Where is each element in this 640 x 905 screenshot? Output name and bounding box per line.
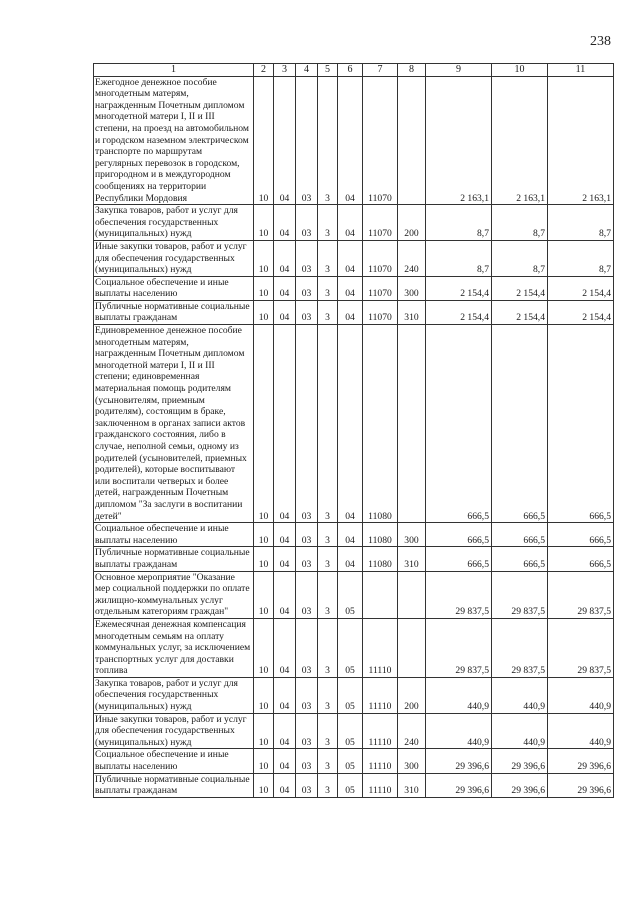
code-cell: 04 [274, 325, 296, 523]
col-header: 1 [94, 64, 254, 77]
code-cell: 04 [274, 618, 296, 677]
amount-cell: 29 396,6 [492, 749, 548, 773]
table-row [94, 571, 614, 618]
code-cell: 05 [338, 749, 363, 773]
amount-cell: 29 837,5 [426, 618, 492, 677]
code-cell: 11070 [363, 300, 398, 324]
table-row [94, 276, 614, 300]
code-cell: 300 [398, 749, 426, 773]
code-cell: 05 [338, 677, 363, 713]
col-header: 7 [363, 64, 398, 77]
amount-cell: 2 154,4 [548, 300, 614, 324]
code-cell [398, 618, 426, 677]
code-cell: 10 [254, 205, 274, 241]
code-cell: 11070 [363, 205, 398, 241]
col-header: 6 [338, 64, 363, 77]
code-cell: 03 [296, 773, 318, 797]
code-cell: 10 [254, 240, 274, 276]
code-cell: 10 [254, 749, 274, 773]
code-cell: 3 [318, 713, 338, 749]
code-cell: 3 [318, 749, 338, 773]
table-row [94, 547, 614, 571]
table-row [94, 618, 614, 677]
code-cell: 04 [338, 240, 363, 276]
row-name: Единовременное денежное пособие многодетным матерям, награжденным Почетным дипломом многодетной матери I, II и III степени; единовременная материальная помощь родителям (усыновителям, приемным родителям), состоящим в браке, заключенном в органах записи актов гражданского состояния, либо в случае, неполной семьи, одному из родителей (усыновителей, приемных родителей), которые воспитывают или воспитали четверых и более детей, награжденным Почетным дипломом "За заслуги в воспитании детей" [94, 325, 254, 523]
amount-cell: 29 837,5 [426, 571, 492, 618]
code-cell: 03 [296, 276, 318, 300]
code-cell: 04 [338, 300, 363, 324]
code-cell: 10 [254, 677, 274, 713]
col-header: 8 [398, 64, 426, 77]
code-cell: 310 [398, 300, 426, 324]
amount-cell: 2 154,4 [492, 300, 548, 324]
header-row [94, 64, 614, 77]
table-row [94, 773, 614, 797]
table-row [94, 300, 614, 324]
amount-cell: 666,5 [548, 523, 614, 547]
code-cell: 11110 [363, 749, 398, 773]
code-cell: 03 [296, 749, 318, 773]
row-name: Закупка товаров, работ и услуг для обеспечения государственных (муниципальных) нужд [94, 205, 254, 241]
amount-cell: 666,5 [548, 547, 614, 571]
code-cell: 3 [318, 205, 338, 241]
row-name: Ежемесячная денежная компенсация многодетным семьям на оплату коммунальных услуг, за исключением транспортных услуг для доставки топлива [94, 618, 254, 677]
row-name: Закупка товаров, работ и услуг для обеспечения государственных (муниципальных) нужд [94, 677, 254, 713]
code-cell: 04 [338, 325, 363, 523]
code-cell: 3 [318, 240, 338, 276]
code-cell: 03 [296, 618, 318, 677]
code-cell [398, 325, 426, 523]
code-cell: 05 [338, 713, 363, 749]
amount-cell: 666,5 [548, 325, 614, 523]
amount-cell: 8,7 [492, 205, 548, 241]
code-cell: 240 [398, 240, 426, 276]
code-cell: 04 [274, 547, 296, 571]
amount-cell: 2 154,4 [426, 300, 492, 324]
amount-cell: 8,7 [492, 240, 548, 276]
code-cell: 04 [274, 523, 296, 547]
amount-cell: 2 154,4 [426, 276, 492, 300]
row-name: Иные закупки товаров, работ и услуг для обеспечения государственных (муниципальных) нужд [94, 240, 254, 276]
amount-cell: 666,5 [492, 547, 548, 571]
code-cell: 03 [296, 713, 318, 749]
code-cell: 11110 [363, 677, 398, 713]
amount-cell: 2 163,1 [426, 76, 492, 205]
row-name: Социальное обеспечение и иные выплаты населению [94, 523, 254, 547]
code-cell: 10 [254, 76, 274, 205]
code-cell: 11070 [363, 276, 398, 300]
table-row [94, 677, 614, 713]
amount-cell: 666,5 [426, 547, 492, 571]
col-header: 4 [296, 64, 318, 77]
code-cell: 11080 [363, 325, 398, 523]
code-cell: 11110 [363, 713, 398, 749]
amount-cell: 29 837,5 [492, 571, 548, 618]
amount-cell: 29 396,6 [548, 773, 614, 797]
amount-cell: 29 837,5 [548, 618, 614, 677]
code-cell: 300 [398, 276, 426, 300]
code-cell: 11070 [363, 76, 398, 205]
amount-cell: 2 154,4 [548, 276, 614, 300]
code-cell: 04 [274, 713, 296, 749]
code-cell: 03 [296, 300, 318, 324]
table-row [94, 325, 614, 523]
code-cell: 03 [296, 325, 318, 523]
amount-cell: 8,7 [548, 240, 614, 276]
code-cell: 05 [338, 773, 363, 797]
code-cell: 04 [338, 76, 363, 205]
amount-cell: 29 396,6 [492, 773, 548, 797]
table-row [94, 240, 614, 276]
col-header: 3 [274, 64, 296, 77]
code-cell: 10 [254, 276, 274, 300]
table-row [94, 749, 614, 773]
amount-cell: 440,9 [492, 677, 548, 713]
code-cell: 04 [338, 205, 363, 241]
code-cell: 04 [274, 76, 296, 205]
amount-cell: 440,9 [426, 677, 492, 713]
code-cell: 3 [318, 547, 338, 571]
amount-cell: 440,9 [548, 677, 614, 713]
code-cell: 10 [254, 618, 274, 677]
col-header: 10 [492, 64, 548, 77]
amount-cell: 29 396,6 [548, 749, 614, 773]
code-cell: 11080 [363, 523, 398, 547]
code-cell: 10 [254, 571, 274, 618]
code-cell: 04 [274, 205, 296, 241]
amount-cell: 440,9 [492, 713, 548, 749]
table-row [94, 713, 614, 749]
row-name: Публичные нормативные социальные выплаты гражданам [94, 547, 254, 571]
code-cell: 3 [318, 523, 338, 547]
code-cell: 11080 [363, 547, 398, 571]
col-header: 5 [318, 64, 338, 77]
code-cell: 240 [398, 713, 426, 749]
code-cell: 03 [296, 205, 318, 241]
code-cell: 05 [338, 571, 363, 618]
amount-cell: 666,5 [492, 325, 548, 523]
code-cell: 10 [254, 325, 274, 523]
code-cell: 04 [274, 677, 296, 713]
code-cell: 11110 [363, 618, 398, 677]
code-cell: 04 [274, 240, 296, 276]
code-cell: 310 [398, 547, 426, 571]
code-cell: 04 [274, 300, 296, 324]
code-cell: 310 [398, 773, 426, 797]
table-row [94, 205, 614, 241]
code-cell: 05 [338, 618, 363, 677]
code-cell: 200 [398, 677, 426, 713]
code-cell: 04 [274, 276, 296, 300]
amount-cell: 440,9 [548, 713, 614, 749]
col-header: 11 [548, 64, 614, 77]
code-cell: 200 [398, 205, 426, 241]
code-cell: 04 [274, 773, 296, 797]
code-cell: 300 [398, 523, 426, 547]
code-cell: 04 [274, 571, 296, 618]
col-header: 2 [254, 64, 274, 77]
code-cell: 3 [318, 300, 338, 324]
table-row [94, 76, 614, 205]
code-cell: 3 [318, 325, 338, 523]
code-cell [398, 76, 426, 205]
page-number: 238 [590, 34, 611, 49]
code-cell [363, 571, 398, 618]
code-cell: 3 [318, 571, 338, 618]
code-cell: 04 [338, 523, 363, 547]
budget-table [93, 63, 614, 798]
table-body [94, 76, 614, 797]
code-cell: 3 [318, 677, 338, 713]
code-cell: 10 [254, 523, 274, 547]
code-cell: 03 [296, 523, 318, 547]
code-cell: 10 [254, 547, 274, 571]
code-cell: 03 [296, 677, 318, 713]
row-name: Социальное обеспечение и иные выплаты населению [94, 276, 254, 300]
code-cell: 04 [338, 547, 363, 571]
code-cell [398, 571, 426, 618]
amount-cell: 666,5 [426, 523, 492, 547]
amount-cell: 8,7 [426, 205, 492, 241]
row-name: Ежегодное денежное пособие многодетным матерям, награжденным Почетным дипломом многодетной матери I, II и III степени, на проезд на автомобильном и городском наземном электрическом транспорте по маршрутам регулярных перевозок в городском, пригородном и в междугородном сообщениях на территории Республики Мордовия [94, 76, 254, 205]
amount-cell: 8,7 [548, 205, 614, 241]
code-cell: 10 [254, 300, 274, 324]
amount-cell: 2 163,1 [548, 76, 614, 205]
amount-cell: 29 837,5 [548, 571, 614, 618]
code-cell: 03 [296, 76, 318, 205]
amount-cell: 29 396,6 [426, 773, 492, 797]
code-cell: 11110 [363, 773, 398, 797]
table-row [94, 523, 614, 547]
code-cell: 03 [296, 571, 318, 618]
code-cell: 3 [318, 276, 338, 300]
amount-cell: 29 396,6 [426, 749, 492, 773]
code-cell: 10 [254, 773, 274, 797]
amount-cell: 2 163,1 [492, 76, 548, 205]
amount-cell: 666,5 [426, 325, 492, 523]
amount-cell: 440,9 [426, 713, 492, 749]
code-cell: 10 [254, 713, 274, 749]
code-cell: 3 [318, 76, 338, 205]
row-name: Основное мероприятие "Оказание мер социальной поддержки по оплате жилищно-коммунальных услуг отдельным категориям граждан" [94, 571, 254, 618]
row-name: Публичные нормативные социальные выплаты гражданам [94, 773, 254, 797]
amount-cell: 2 154,4 [492, 276, 548, 300]
code-cell: 3 [318, 773, 338, 797]
col-header: 9 [426, 64, 492, 77]
row-name: Иные закупки товаров, работ и услуг для обеспечения государственных (муниципальных) нужд [94, 713, 254, 749]
code-cell: 04 [274, 749, 296, 773]
code-cell: 11070 [363, 240, 398, 276]
code-cell: 03 [296, 240, 318, 276]
amount-cell: 29 837,5 [492, 618, 548, 677]
code-cell: 04 [338, 276, 363, 300]
row-name: Публичные нормативные социальные выплаты гражданам [94, 300, 254, 324]
amount-cell: 666,5 [492, 523, 548, 547]
amount-cell: 8,7 [426, 240, 492, 276]
code-cell: 3 [318, 618, 338, 677]
row-name: Социальное обеспечение и иные выплаты населению [94, 749, 254, 773]
code-cell: 03 [296, 547, 318, 571]
